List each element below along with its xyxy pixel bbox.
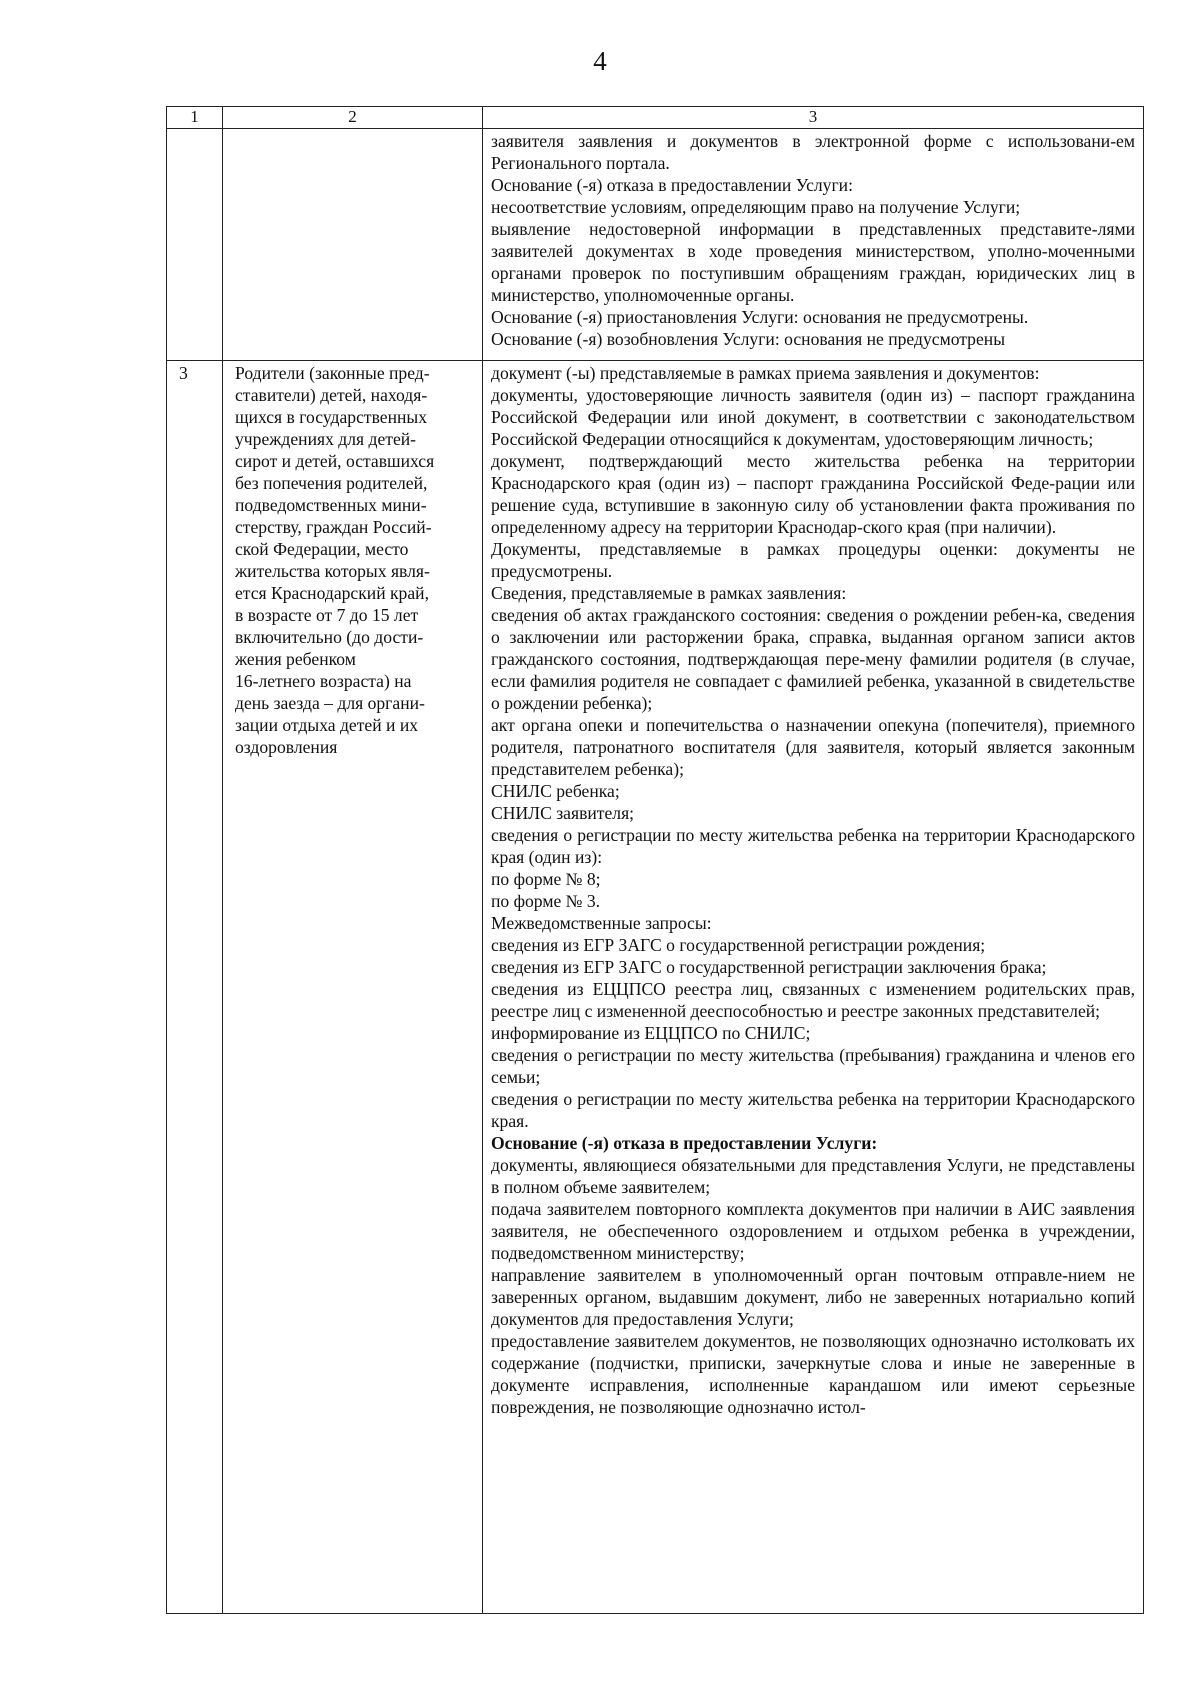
applicant-line: без попечения родителей,	[235, 473, 428, 493]
applicant-line: щихся в государственных	[235, 407, 428, 427]
applicant-line: Родители (законные пред-	[235, 363, 430, 383]
paragraph: Основание (-я) приостановления Услуги: основания не предусмотрены.	[491, 307, 1029, 327]
header-col-1: 1	[167, 107, 223, 129]
paragraph: документ (-ы) представляемые в рамках приема заявления и документов:	[491, 363, 1040, 383]
applicant-line: 16-летнего возраста) на	[235, 671, 412, 691]
paragraph: заявителя заявления и документов в электронной форме с использовани-ем Регионального портала.	[491, 131, 1135, 173]
paragraph: Документы, представляемые в рамках процедуры оценки: документы не предусмотрены.	[491, 539, 1135, 581]
paragraph: по форме № 8;	[491, 869, 601, 889]
row-3-applicants	[223, 361, 483, 1614]
row-continuation-col-3	[483, 129, 1144, 361]
table-row-continuation	[167, 129, 1144, 361]
applicant-line: стерству, граждан Россий-	[235, 517, 432, 537]
paragraph: документы, удостоверяющие личность заявителя (один из) – паспорт гражданина Российской Федерации или иной документ, в соответствии с законодательством Российской Федерации относящийся к документам, удостоверяющим личность;	[491, 385, 1135, 449]
applicant-line: учреждениях для детей-	[235, 429, 417, 449]
applicant-line: ставители) детей, находя-	[235, 385, 428, 405]
applicant-line: в возрасте от 7 до 15 лет	[235, 605, 419, 625]
applicant-line: оздоровления	[235, 737, 338, 757]
table-header-row	[167, 107, 1144, 129]
paragraph: сведения из ЕЦЦПСО реестра лиц, связанных с изменением родительских прав, реестре лиц с измененной дееспособностью и реестре законных представителей;	[491, 979, 1135, 1021]
applicant-line: жения ребенком	[235, 649, 356, 669]
refusal-heading: Основание (-я) отказа в предоставлении Услуги:	[491, 1133, 878, 1153]
paragraph: информирование из ЕЦЦПСО по СНИЛС;	[491, 1023, 811, 1043]
page-number: 4	[593, 46, 607, 76]
applicant-line: ской Федерации, место	[235, 539, 409, 559]
table-row-3	[167, 361, 1144, 1614]
paragraph: Основание (-я) возобновления Услуги: основания не предусмотрены	[491, 329, 1006, 349]
paragraph: сведения о регистрации по месту жительства ребенка на территории Краснодарского края.	[491, 1089, 1135, 1131]
row-continuation-col-2	[223, 129, 483, 361]
applicant-line: жительства которых явля-	[235, 561, 430, 581]
paragraph: сведения из ЕГР ЗАГС о государственной регистрации рождения;	[491, 935, 986, 955]
applicant-line: включительно (до дости-	[235, 627, 424, 647]
paragraph: Сведения, представляемые в рамках заявления:	[491, 583, 847, 603]
paragraph: выявление недостоверной информации в представленных представите-лями заявителей документах в ходе проведения министерством, уполно-моченными органами проверок по поступившим обращениям граждан, юридических лиц в министерство, уполномоченные органы.	[491, 219, 1135, 305]
row-3-number	[167, 361, 223, 1614]
paragraph: сведения об актах гражданского состояния: сведения о рождении ребен-ка, сведения о заключении или расторжении брака, справка, выданная органом записи актов гражданского состояния, подтверждающая пере-мену фамилии родителя (в случае, если фамилия родителя не совпадает с фамилией ребенка, указанной в свидетельстве о рождении ребенка);	[491, 605, 1135, 713]
paragraph: направление заявителем в уполномоченный орган почтовым отправле-нием не заверенных органом, выдавшим документ, либо не заверенных нотариально копий документов для предоставления Услуги;	[491, 1265, 1135, 1329]
paragraph: сведения о регистрации по месту жительства ребенка на территории Краснодарского края (один из):	[491, 825, 1135, 867]
paragraph: СНИЛС заявителя;	[491, 803, 635, 823]
paragraph: сведения из ЕГР ЗАГС о государственной регистрации заключения брака;	[491, 957, 1047, 977]
paragraph: сведения о регистрации по месту жительства (пребывания) гражданина и членов его семьи;	[491, 1045, 1135, 1087]
row-3-documents	[483, 361, 1144, 1614]
paragraph: по форме № 3.	[491, 891, 601, 911]
applicant-line: зации отдыха детей и их	[235, 715, 419, 735]
header-col-3: 3	[483, 107, 1144, 129]
applicant-line: ется Краснодарский край,	[235, 583, 429, 603]
applicant-line: день заезда – для органи-	[235, 693, 425, 713]
header-col-2: 2	[223, 107, 483, 129]
paragraph: акт органа опеки и попечительства о назначении опекуна (попечителя), приемного родителя, патронатного воспитателя (для заявителя, который является законным представителем ребенка);	[491, 715, 1135, 779]
paragraph: несоответствие условиям, определяющим право на получение Услуги;	[491, 197, 1021, 217]
paragraph: Межведомственные запросы:	[491, 913, 712, 933]
paragraph: документы, являющиеся обязательными для представления Услуги, не представлены в полном объеме заявителем;	[491, 1155, 1135, 1197]
paragraph: Основание (-я) отказа в предоставлении Услуги:	[491, 175, 853, 195]
services-table	[166, 106, 1144, 1614]
paragraph: СНИЛС ребенка;	[491, 781, 620, 801]
paragraph: документ, подтверждающий место жительства ребенка на территории Краснодарского края (один из) – паспорт гражданина Российской Феде-рации или решение суда, вступившие в законную силу об установлении факта проживания по определенному адресу на территории Краснодар-ского края (при наличии).	[491, 451, 1135, 537]
paragraph: предоставление заявителем документов, не позволяющих однозначно истолковать их содержание (подчистки, приписки, зачеркнутые слова и иные не заверенные в документе исправления, исполненные карандашом или имеют серьезные повреждения, не позволяющие однозначно истол-	[491, 1331, 1135, 1417]
applicant-line: подведомственных мини-	[235, 495, 427, 515]
row-number: 3	[179, 363, 188, 383]
paragraph: подача заявителем повторного комплекта документов при наличии в АИС заявления заявителя, не обеспеченного оздоровлением и отдыхом ребенка в учреждении, подведомственном министерству;	[491, 1199, 1135, 1263]
row-continuation-col-1	[167, 129, 223, 361]
applicant-line: сирот и детей, оставшихся	[235, 451, 435, 471]
